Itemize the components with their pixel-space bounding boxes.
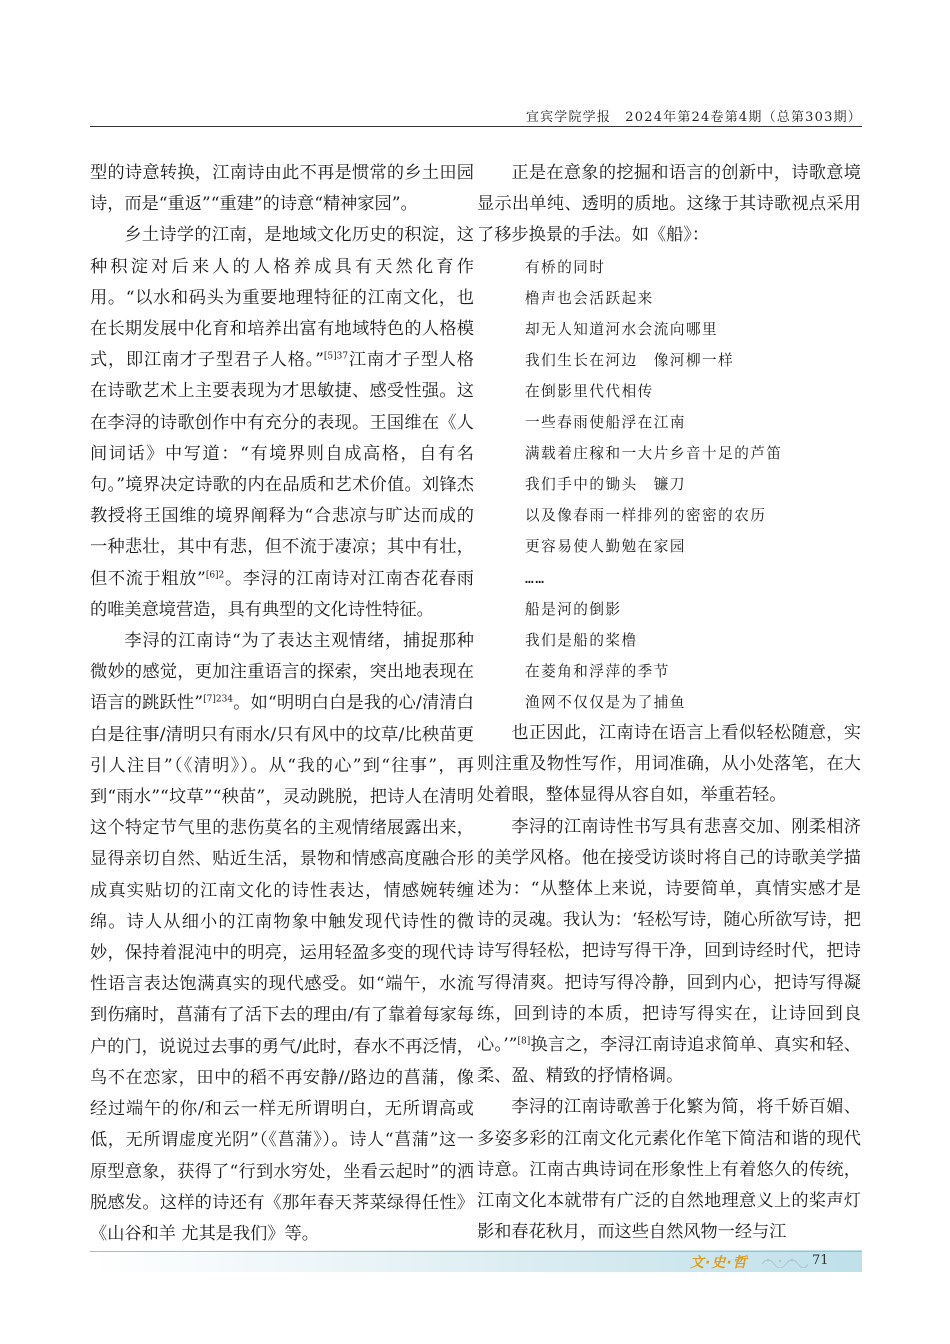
poem-line: 渔网不仅仅是为了捕鱼 <box>525 693 686 711</box>
poem-line: 有桥的同时 <box>525 258 606 276</box>
poem-line: 我们手中的锄头 镰刀 <box>525 476 686 494</box>
text-run: 换言之，李浔江南诗追求简单、真实和轻、柔、盈、精致的抒情格调。 <box>477 1035 861 1087</box>
citation-marker: [8] <box>517 1036 531 1047</box>
poem-line: 橹声也会活跃起来 <box>525 289 654 307</box>
decorative-pattern-icon <box>760 1254 810 1268</box>
text-run: 型的诗意转换，江南诗由此不再是惯常的乡土田园诗，而是“重返”“重建”的诗意“精神家园”。 <box>90 163 474 215</box>
poem-line: …… <box>525 569 546 587</box>
citation-marker: [7]234 <box>203 694 234 705</box>
text-run: 李浔的江南诗性书写具有悲喜交加、刚柔相济的美学风格。他在接受访谈时将自己的诗歌美学描述为：“从整体上来说，诗要简单，真情实感才是诗的灵魂。我认为：‘轻松写诗，随心所欲写诗，把诗写得轻松，把诗写得干净，回到诗经时代，把诗写得清爽。把诗写得冷静，回到内心，把诗写得凝练，回到诗的本质，把诗写得实在，让诗回到良心。’” <box>477 816 861 1056</box>
text-run: 。如“明明白白是我的心/清清白白是往事/清明只有雨水/只有风中的坟草/比秧苗更引人注目”（《清明》）。从“我的心”到“往事”，再到“雨水”“坟草”“秧苗”，灵动跳脱，把诗人在清明这个特定节气里的悲伤莫名的主观情绪展露出来，显得亲切自然、贴近生活，景物和情感高度融合形成真实贴切的江南文化的诗性表达，情感婉转缠绵。诗人从细小的江南物象中触发现代诗性的微妙，保持着混沌中的明亮，运用轻盈多变的现代诗性语言表达饱满真实的现代感受。如“端午，水流到伤痛时，菖蒲有了活下去的理由/有了靠着每家每户的门，说说过去事的勇气/此时，春水不再泛情，鸟不在恋家，田中的稻不再安静//路边的菖蒲，像经过端午的你/和云一样无所谓明白，无所谓高或低，无所谓虚度光阴”（《菖蒲》）。诗人“菖蒲”这一原型意象，获得了“行到水穷处，坐看云起时”的洒脱感发。这样的诗还有《那年春天荠菜绿得任性》《山谷和羊 尤其是我们》等。 <box>90 693 474 1244</box>
poem-line: 在倒影里代代相传 <box>525 382 654 400</box>
journal-header: 宜宾学院学报 2024年第24卷第4期（总第303期） <box>525 110 862 125</box>
text-run: 乡土诗学的江南，是地域文化历史的积淀，这种积淀对后来人的人格养成具有天然化育作用。“以水和码头为重要地理特征的江南文化，也在长期发展中化育和培养出富有地域特色的人格模式，即江南才子型君子人格。” <box>90 225 474 371</box>
paragraph <box>477 718 861 812</box>
right-column <box>477 158 861 1248</box>
poem-line: 我们生长在河边 像河柳一样 <box>525 351 735 369</box>
text-run: 。李浔的江南诗对江南杏花春雨的唯美意境营造，具有典型的文化诗性特征。 <box>90 568 474 620</box>
poem-line: 在菱角和浮萍的季节 <box>525 662 670 680</box>
page-number: 71 <box>812 1253 829 1268</box>
poem-line: 以及像春雨一样排列的密密的农历 <box>525 507 767 525</box>
citation-marker: [6]2 <box>205 569 225 580</box>
section-label: 文·史·哲 <box>690 1255 748 1271</box>
text-run: 李浔的江南诗“为了表达主观情绪，捕捉那种微妙的感觉，更加注重语言的探索，突出地表现在语言的跳跃性” <box>90 631 474 714</box>
pattern-svg <box>760 1254 808 1268</box>
paragraph <box>90 626 474 1250</box>
text-run: 也正因此，江南诗在语言上看似轻松随意，实则注重及物性写作，用词准确，从小处落笔，在大处着眼，整体显得从容自如，举重若轻。 <box>477 723 861 806</box>
header-divider <box>90 126 862 127</box>
paragraph: 正是在意象的挖掘和语言的创新中，诗歌意境显示出单纯、透明的质地。这缘于其诗歌视点采用了移步换景的手法。如《船》： <box>477 163 861 246</box>
poem-line: 却无人知道河水会流向哪里 <box>525 320 719 338</box>
paragraph <box>90 220 474 626</box>
paragraph <box>90 158 474 220</box>
poem-line: 船是河的倒影 <box>525 600 622 618</box>
paragraph <box>477 812 861 1093</box>
text-run: 江南才子型人格在诗歌艺术上主要表现为才思敏捷、感受性强。这在李浔的诗歌创作中有充分的表现。王国维在《人间词话》中写道：“有境界则自成高格，自有名句。”境界决定诗歌的内在品质和艺术价值。刘锋杰教授将王国维的境界阐释为“合悲凉与旷达而成的一种悲壮，其中有悲，但不流于凄凉；其中有壮，但不流于粗放” <box>90 350 474 589</box>
poem-block <box>477 252 861 718</box>
left-column <box>90 158 474 1250</box>
poem-line: 满载着庄稼和一大片乡音十足的芦笛 <box>525 445 783 463</box>
paragraph <box>477 1092 861 1248</box>
text-run: 李浔的江南诗歌善于化繁为简，将千娇百媚、多姿多彩的江南文化元素化作笔下简洁和谐的现代诗意。江南古典诗词在形象性上有着悠久的传统，江南文化本就带有广泛的自然地理意义上的桨声灯影和春花秋月，而这些自然风物一经与江 <box>477 1097 861 1243</box>
poem-line: 一些春雨使船浮在江南 <box>525 414 686 432</box>
citation-marker: [5]37 <box>323 351 349 362</box>
poem-line: 更容易使人勤勉在家园 <box>525 538 686 556</box>
poem-line: 我们是船的桨橹 <box>525 631 638 649</box>
